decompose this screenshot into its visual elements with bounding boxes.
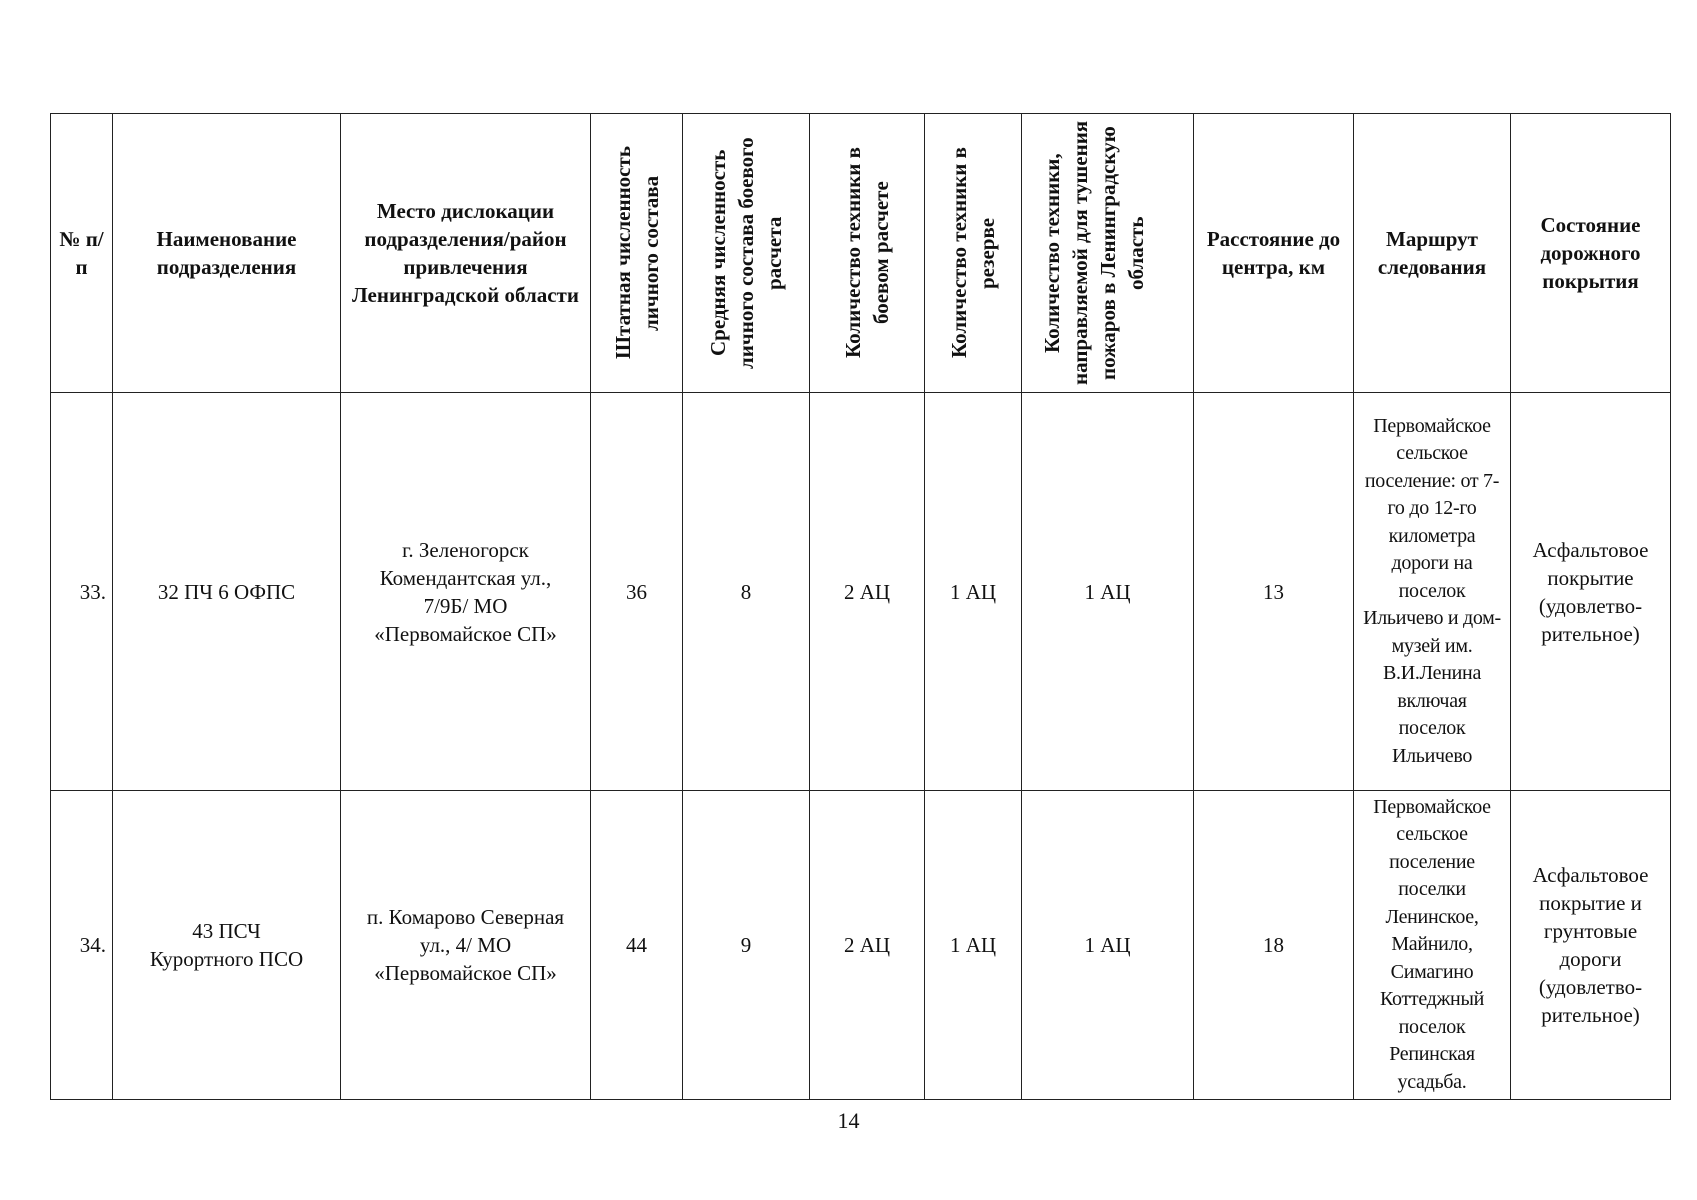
cell-location: п. Комарово Северная ул., 4/ МО «Первомайское СП» <box>341 791 591 1100</box>
cell-vehicles-reserve: 1 АЦ <box>925 791 1022 1100</box>
cell-route: Первомайское сельское поселение поселки Ленинское, Майнило, Симагино Коттеджный поселок Репинская усадьба. <box>1354 791 1511 1100</box>
cell-name: 32 ПЧ 6 ОФПС <box>113 393 341 791</box>
cell-vehicles-reserve: 1 АЦ <box>925 393 1022 791</box>
header-num: № п/п <box>51 114 113 393</box>
cell-distance: 18 <box>1194 791 1354 1100</box>
cell-staff: 36 <box>591 393 683 791</box>
cell-num: 33. <box>51 393 113 791</box>
header-road: Состояние дорожного покрытия <box>1511 114 1671 393</box>
table-row <box>51 791 1671 1100</box>
header-staff: Штатная численность личного состава <box>591 114 683 393</box>
cell-vehicles-combat: 2 АЦ <box>810 393 925 791</box>
header-row <box>51 114 1671 393</box>
cell-route: Первомайское сельское поселение: от 7-го до 12-го километра дороги на поселок Ильичево и дом-музей им. В.И.Ленина включая поселок Ильичево <box>1354 393 1511 791</box>
fire-units-table <box>50 113 1671 1100</box>
cell-vehicles-sent: 1 АЦ <box>1022 393 1194 791</box>
header-distance: Расстояние до центра, км <box>1194 114 1354 393</box>
cell-avg-crew: 8 <box>683 393 810 791</box>
page-number: 14 <box>837 1108 860 1133</box>
header-avg-crew: Средняя численность личного состава боевого расчета <box>683 114 810 393</box>
table-row <box>51 393 1671 791</box>
cell-distance: 13 <box>1194 393 1354 791</box>
header-name: Наименование подразделения <box>113 114 341 393</box>
cell-staff: 44 <box>591 791 683 1100</box>
header-route: Маршрут следования <box>1354 114 1511 393</box>
cell-avg-crew: 9 <box>683 791 810 1100</box>
header-location: Место дислокации подразделения/район привлечения Ленинградской области <box>341 114 591 393</box>
cell-name: 43 ПСЧ Курортного ПСО <box>113 791 341 1100</box>
header-vehicles-combat: Количество техники в боевом расчете <box>810 114 925 393</box>
cell-num: 34. <box>51 791 113 1100</box>
header-vehicles-sent: Количество техники, направляемой для тушения пожаров в Ленинградскую область <box>1022 114 1194 393</box>
cell-vehicles-sent: 1 АЦ <box>1022 791 1194 1100</box>
cell-road: Асфальтовое покрытие и грунтовые дороги (удовлетво-рительное) <box>1511 791 1671 1100</box>
cell-location: г. Зеленогорск Комендантская ул., 7/9Б/ МО «Первомайское СП» <box>341 393 591 791</box>
header-vehicles-reserve: Количество техники в резерве <box>925 114 1022 393</box>
cell-vehicles-combat: 2 АЦ <box>810 791 925 1100</box>
cell-road: Асфальтовое покрытие (удовлетво-рительное) <box>1511 393 1671 791</box>
